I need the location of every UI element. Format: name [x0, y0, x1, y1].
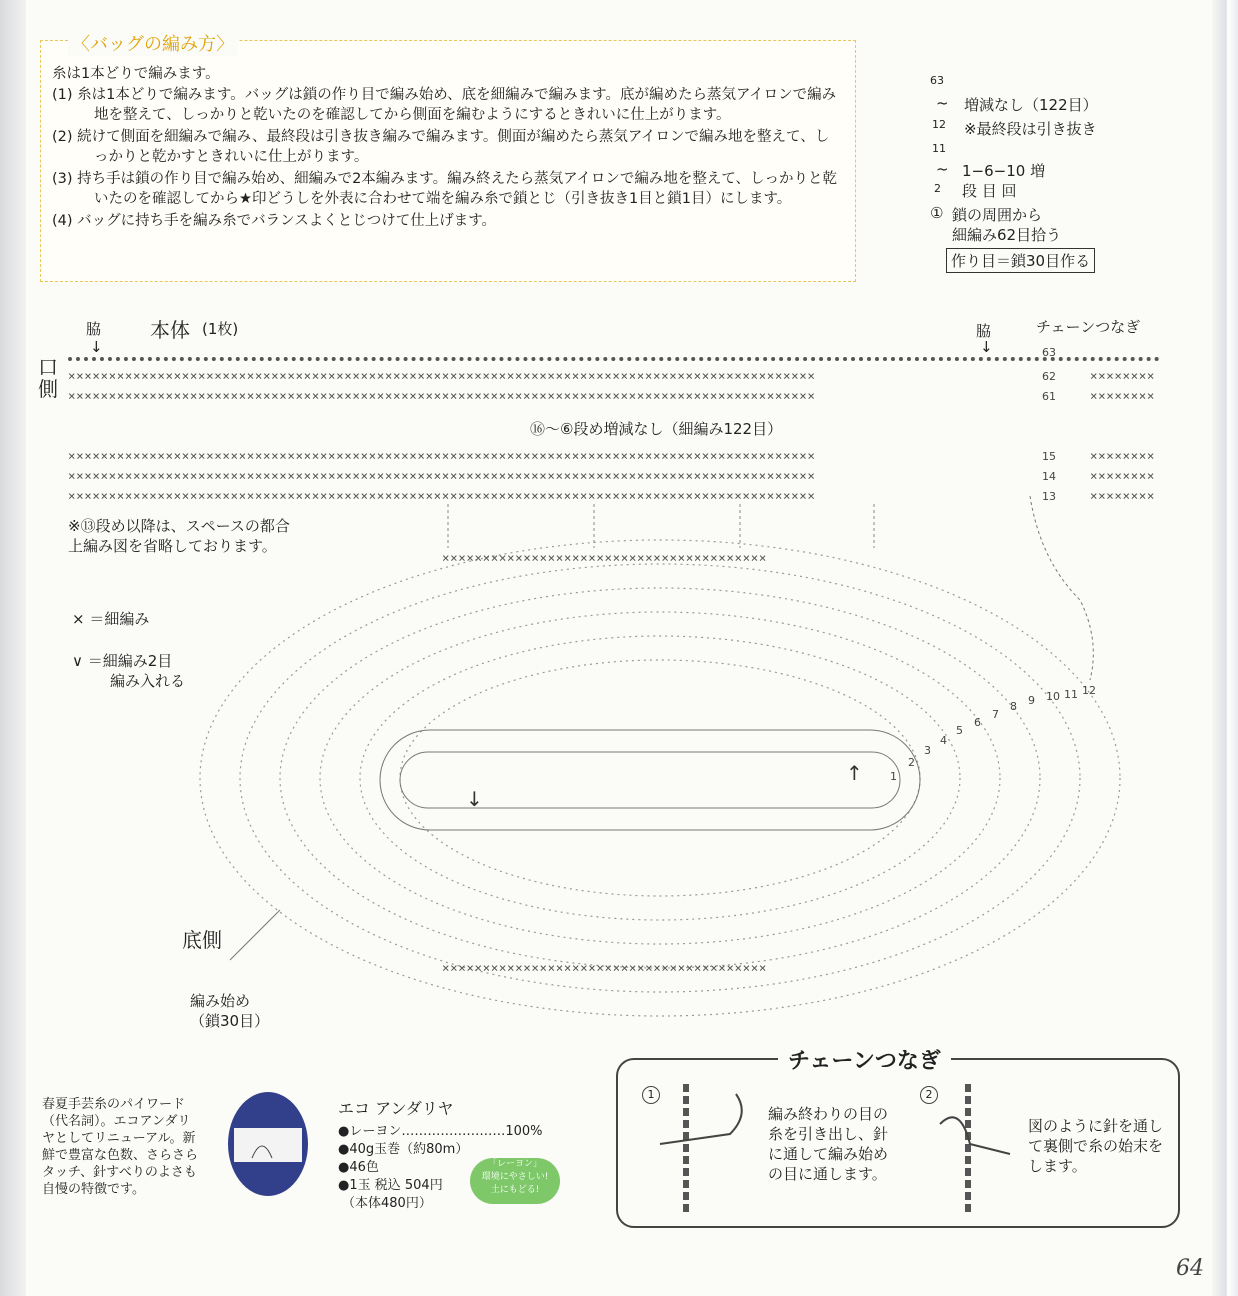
- round-number: 8: [1010, 700, 1017, 713]
- svg-text:↑: ↑: [846, 761, 863, 785]
- stitch-row-14-tail: ××××××××: [1090, 468, 1156, 483]
- instruction-intro: 糸は1本どりで編みます。: [52, 66, 220, 82]
- tilde: ~: [936, 94, 949, 112]
- legend-increase: ∨ ＝細編み2目: [72, 652, 173, 670]
- chain-join-label: チェーンつなぎ: [1036, 318, 1141, 336]
- badge-text: 環境にやさしい!: [481, 1172, 549, 1182]
- row-range-text: 1−6−10 増: [962, 162, 1046, 180]
- stitch-row-62: ××××××××××××××××××××××××××××××××××××××××××××××××××××××××××××××××××××××××××××××××××××××××××××: [68, 368, 816, 383]
- round-number: 1: [890, 770, 897, 783]
- legend-single-crochet: × ＝細編み: [72, 610, 150, 628]
- row-range-text: 増減なし（122目）: [964, 96, 1098, 114]
- stitch-row-62-tail: ××××××××: [1090, 368, 1156, 383]
- row-range-note: ※最終段は引き抜き: [964, 120, 1097, 138]
- product-spec: ●40g玉巻（約80m）: [338, 1142, 469, 1157]
- chain-illustration-2: [920, 1084, 1030, 1214]
- row-num: 12: [932, 118, 946, 131]
- instruction-step-4: (4) バッグに持ち手を編み糸でバランスよくとじつけて仕上げます。: [52, 212, 497, 229]
- product-spec: ●レーヨン……………………100%: [338, 1124, 543, 1139]
- chain-illustration-1: [650, 1084, 760, 1214]
- stitch-row-61-tail: ××××××××: [1090, 388, 1156, 403]
- row-num: ①: [930, 204, 944, 222]
- start-count: （鎖30目）: [190, 1012, 270, 1030]
- stitch-row-61: ××××××××××××××××××××××××××××××××××××××××××××××××××××××××××××××××××××××××××××××××××××××××××××: [68, 388, 816, 403]
- step-1-text: 編み終わりの目の糸を引き出し、針に通して編み始めの目に通します。: [768, 1105, 889, 1183]
- instruction-step-3: (3) 持ち手は鎖の作り目で編み始め、細編みで2本編みます。編み終えたら蒸気アイロンで編み地を整えて、しっかりと乾いたのを確認してから★印どうしを外表に合わせて端を編み糸で鎖とじ（引き抜き1目と鎖1目）にします。: [52, 170, 838, 207]
- arrow-down: ↓: [980, 338, 993, 356]
- round-number: 11: [1064, 688, 1078, 701]
- arrow-down: ↓: [90, 338, 103, 356]
- bottom-side-label: 底側: [182, 928, 222, 952]
- chain-join-title: チェーンつなぎ: [778, 1044, 951, 1075]
- stitch-row-13: ××××××××××××××××××××××××××××××××××××××××××××××××××××××××××××××××××××××××××××××××××××××××××××: [68, 488, 816, 503]
- stitch-row-13-tail: ××××××××: [1090, 488, 1156, 503]
- row-text: 細編み62目拾う: [952, 226, 1062, 244]
- step-2-text: 図のように針を通して裏側で糸の始末をします。: [1028, 1117, 1164, 1175]
- round-number: 10: [1046, 690, 1060, 703]
- row-number: 61: [1042, 390, 1056, 403]
- mouth-side-label: 口側: [38, 355, 58, 401]
- stitch-row-15: ××××××××××××××××××××××××××××××××××××××××××××××××××××××××××××××××××××××××××××××××××××××××××××: [68, 448, 816, 463]
- round-number: 6: [974, 716, 981, 729]
- row-range-head: 段 目 回: [962, 182, 1017, 200]
- instruction-title: 〈バッグの編み方〉: [68, 30, 238, 56]
- stitch-row-15-tail: ××××××××: [1090, 448, 1156, 463]
- product-name: エコ アンダリヤ: [338, 1099, 454, 1118]
- round-number: 2: [908, 756, 915, 769]
- round-number: 5: [956, 724, 963, 737]
- instruction-step-2: (2) 続けて側面を細編みで編み、最終段は引き抜き編みで編みます。側面が編めたら蒸気アイロンで編み地を整えて、しっかりと乾かすときれいに仕上がります。: [52, 128, 830, 165]
- start-label: 編み始め: [190, 992, 251, 1010]
- base-row-bottom: ××××××××××××××××××××××××××××××××××××××××: [442, 960, 768, 975]
- row-number: 13: [1042, 490, 1056, 503]
- row-num: 63: [930, 74, 944, 87]
- row-number: 62: [1042, 370, 1056, 383]
- row-num: 11: [932, 142, 946, 155]
- row-number: 14: [1042, 470, 1056, 483]
- yarn-ball-image: [222, 1084, 314, 1204]
- svg-text:↓: ↓: [466, 787, 483, 811]
- omit-note: ※⑬段め以降は、スペースの都合上編み図を省略しております。: [68, 517, 290, 555]
- round-number: 3: [924, 744, 931, 757]
- middle-rows-note: ⑯～⑥段め増減なし（細編み122目）: [530, 420, 783, 438]
- base-row-top: ××××××××××××××××××××××××××××××××××××××××: [442, 550, 768, 565]
- eco-badge: [470, 1158, 560, 1204]
- product-spec: ●1玉 税込 504円: [338, 1178, 443, 1193]
- side-mark-right: 脇: [976, 322, 992, 340]
- product-spec: ●46色: [338, 1160, 379, 1175]
- row-number: 63: [1042, 346, 1056, 359]
- body-count: (1枚): [202, 320, 239, 338]
- badge-text: 「レーヨン」: [487, 1159, 542, 1169]
- round-number: 7: [992, 708, 999, 721]
- instruction-step-1: (1) 糸は1本どりで編みます。バッグは鎖の作り目で編み始め、底を細編みで編みます。底が編めたら蒸気アイロンで編み地を整えて、しっかりと乾いたのを確認してから側面を編むようにするときれいに仕上がります。: [52, 86, 837, 123]
- step-number: 2: [920, 1086, 938, 1104]
- row-text: 鎖の周囲から: [952, 206, 1043, 224]
- product-description: 春夏手芸糸のパイワード（代名詞）。エコアンダリヤとしてリニューアル。新鮮で豊富な色数、さらさらタッチ、針すべりのよさも自慢の特徴です。: [42, 1097, 199, 1197]
- round-number: 12: [1082, 684, 1096, 697]
- product-spec: （本体480円）: [342, 1196, 432, 1211]
- body-label: 本体: [150, 318, 190, 342]
- tilde: ~: [936, 160, 949, 178]
- badge-text: 土にもどる!: [490, 1185, 540, 1195]
- round-number: 9: [1028, 694, 1035, 707]
- stitch-row-14: ××××××××××××××××××××××××××××××××××××××××××××××××××××××××××××××××××××××××××××××××××××××××××××: [68, 468, 816, 483]
- side-mark-left: 脇: [86, 320, 102, 338]
- foundation-label: 作り目＝鎖30目作る: [946, 248, 1095, 273]
- legend-increase-2: 編み入れる: [110, 672, 186, 690]
- row-number: 15: [1042, 450, 1056, 463]
- page-number: 64: [1176, 1256, 1204, 1281]
- row-num: 2: [934, 182, 941, 195]
- round-number: 4: [940, 734, 947, 747]
- step-number: 1: [642, 1086, 660, 1104]
